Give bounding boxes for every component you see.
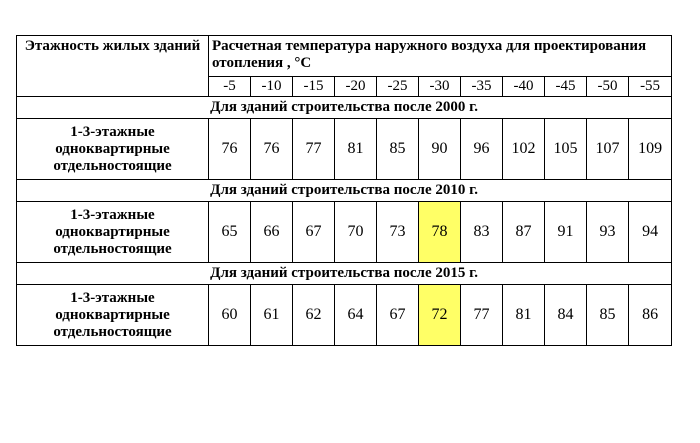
floors-column-header: Этажность жилых зданий: [17, 36, 209, 97]
value-cell: 105: [545, 119, 587, 180]
temperature-cell: -55: [629, 77, 672, 97]
temperature-cell: -20: [335, 77, 377, 97]
section-title: Для зданий строительства после 2015 г.: [17, 263, 672, 285]
value-cell: 76: [251, 119, 293, 180]
value-cell: 62: [293, 285, 335, 346]
value-cell: 85: [587, 285, 629, 346]
section-row: [17, 263, 672, 285]
heating-norms-table: [16, 35, 672, 346]
temperature-cell: -25: [377, 77, 419, 97]
value-cell: 81: [335, 119, 377, 180]
header-row: [17, 36, 672, 77]
value-cell: 85: [377, 119, 419, 180]
value-cell: 83: [461, 202, 503, 263]
table-body: [17, 36, 672, 346]
value-cell: 94: [629, 202, 672, 263]
value-cell: 61: [251, 285, 293, 346]
value-cell: 102: [503, 119, 545, 180]
section-row: [17, 97, 672, 119]
data-row: [17, 285, 672, 346]
value-cell: 86: [629, 285, 672, 346]
value-cell: 109: [629, 119, 672, 180]
value-cell: 81: [503, 285, 545, 346]
highlighted-value-cell: 72: [419, 285, 461, 346]
temperature-cell: -30: [419, 77, 461, 97]
value-cell: 87: [503, 202, 545, 263]
value-cell: 60: [209, 285, 251, 346]
highlighted-value-cell: 78: [419, 202, 461, 263]
value-cell: 90: [419, 119, 461, 180]
value-cell: 70: [335, 202, 377, 263]
value-cell: 96: [461, 119, 503, 180]
temperature-cell: -15: [293, 77, 335, 97]
value-cell: 67: [377, 285, 419, 346]
section-row: [17, 180, 672, 202]
data-row: [17, 119, 672, 180]
temperature-cell: -50: [587, 77, 629, 97]
building-type-label: 1-3-этажные одноквартирные отдельностоящие: [17, 285, 209, 346]
value-cell: 91: [545, 202, 587, 263]
value-cell: 66: [251, 202, 293, 263]
temperature-cell: -40: [503, 77, 545, 97]
temperature-cell: -35: [461, 77, 503, 97]
value-cell: 77: [461, 285, 503, 346]
temperature-cell: -5: [209, 77, 251, 97]
value-cell: 65: [209, 202, 251, 263]
building-type-label: 1-3-этажные одноквартирные отдельностоящие: [17, 202, 209, 263]
temperature-cell: -10: [251, 77, 293, 97]
value-cell: 76: [209, 119, 251, 180]
data-row: [17, 202, 672, 263]
value-cell: 77: [293, 119, 335, 180]
value-cell: 64: [335, 285, 377, 346]
section-title: Для зданий строительства после 2000 г.: [17, 97, 672, 119]
value-cell: 73: [377, 202, 419, 263]
value-cell: 93: [587, 202, 629, 263]
temperature-cell: -45: [545, 77, 587, 97]
section-title: Для зданий строительства после 2010 г.: [17, 180, 672, 202]
value-cell: 67: [293, 202, 335, 263]
temperature-column-header: Расчетная температура наружного воздуха для проектирования отопления , °С: [209, 36, 672, 77]
value-cell: 107: [587, 119, 629, 180]
building-type-label: 1-3-этажные одноквартирные отдельностоящие: [17, 119, 209, 180]
value-cell: 84: [545, 285, 587, 346]
